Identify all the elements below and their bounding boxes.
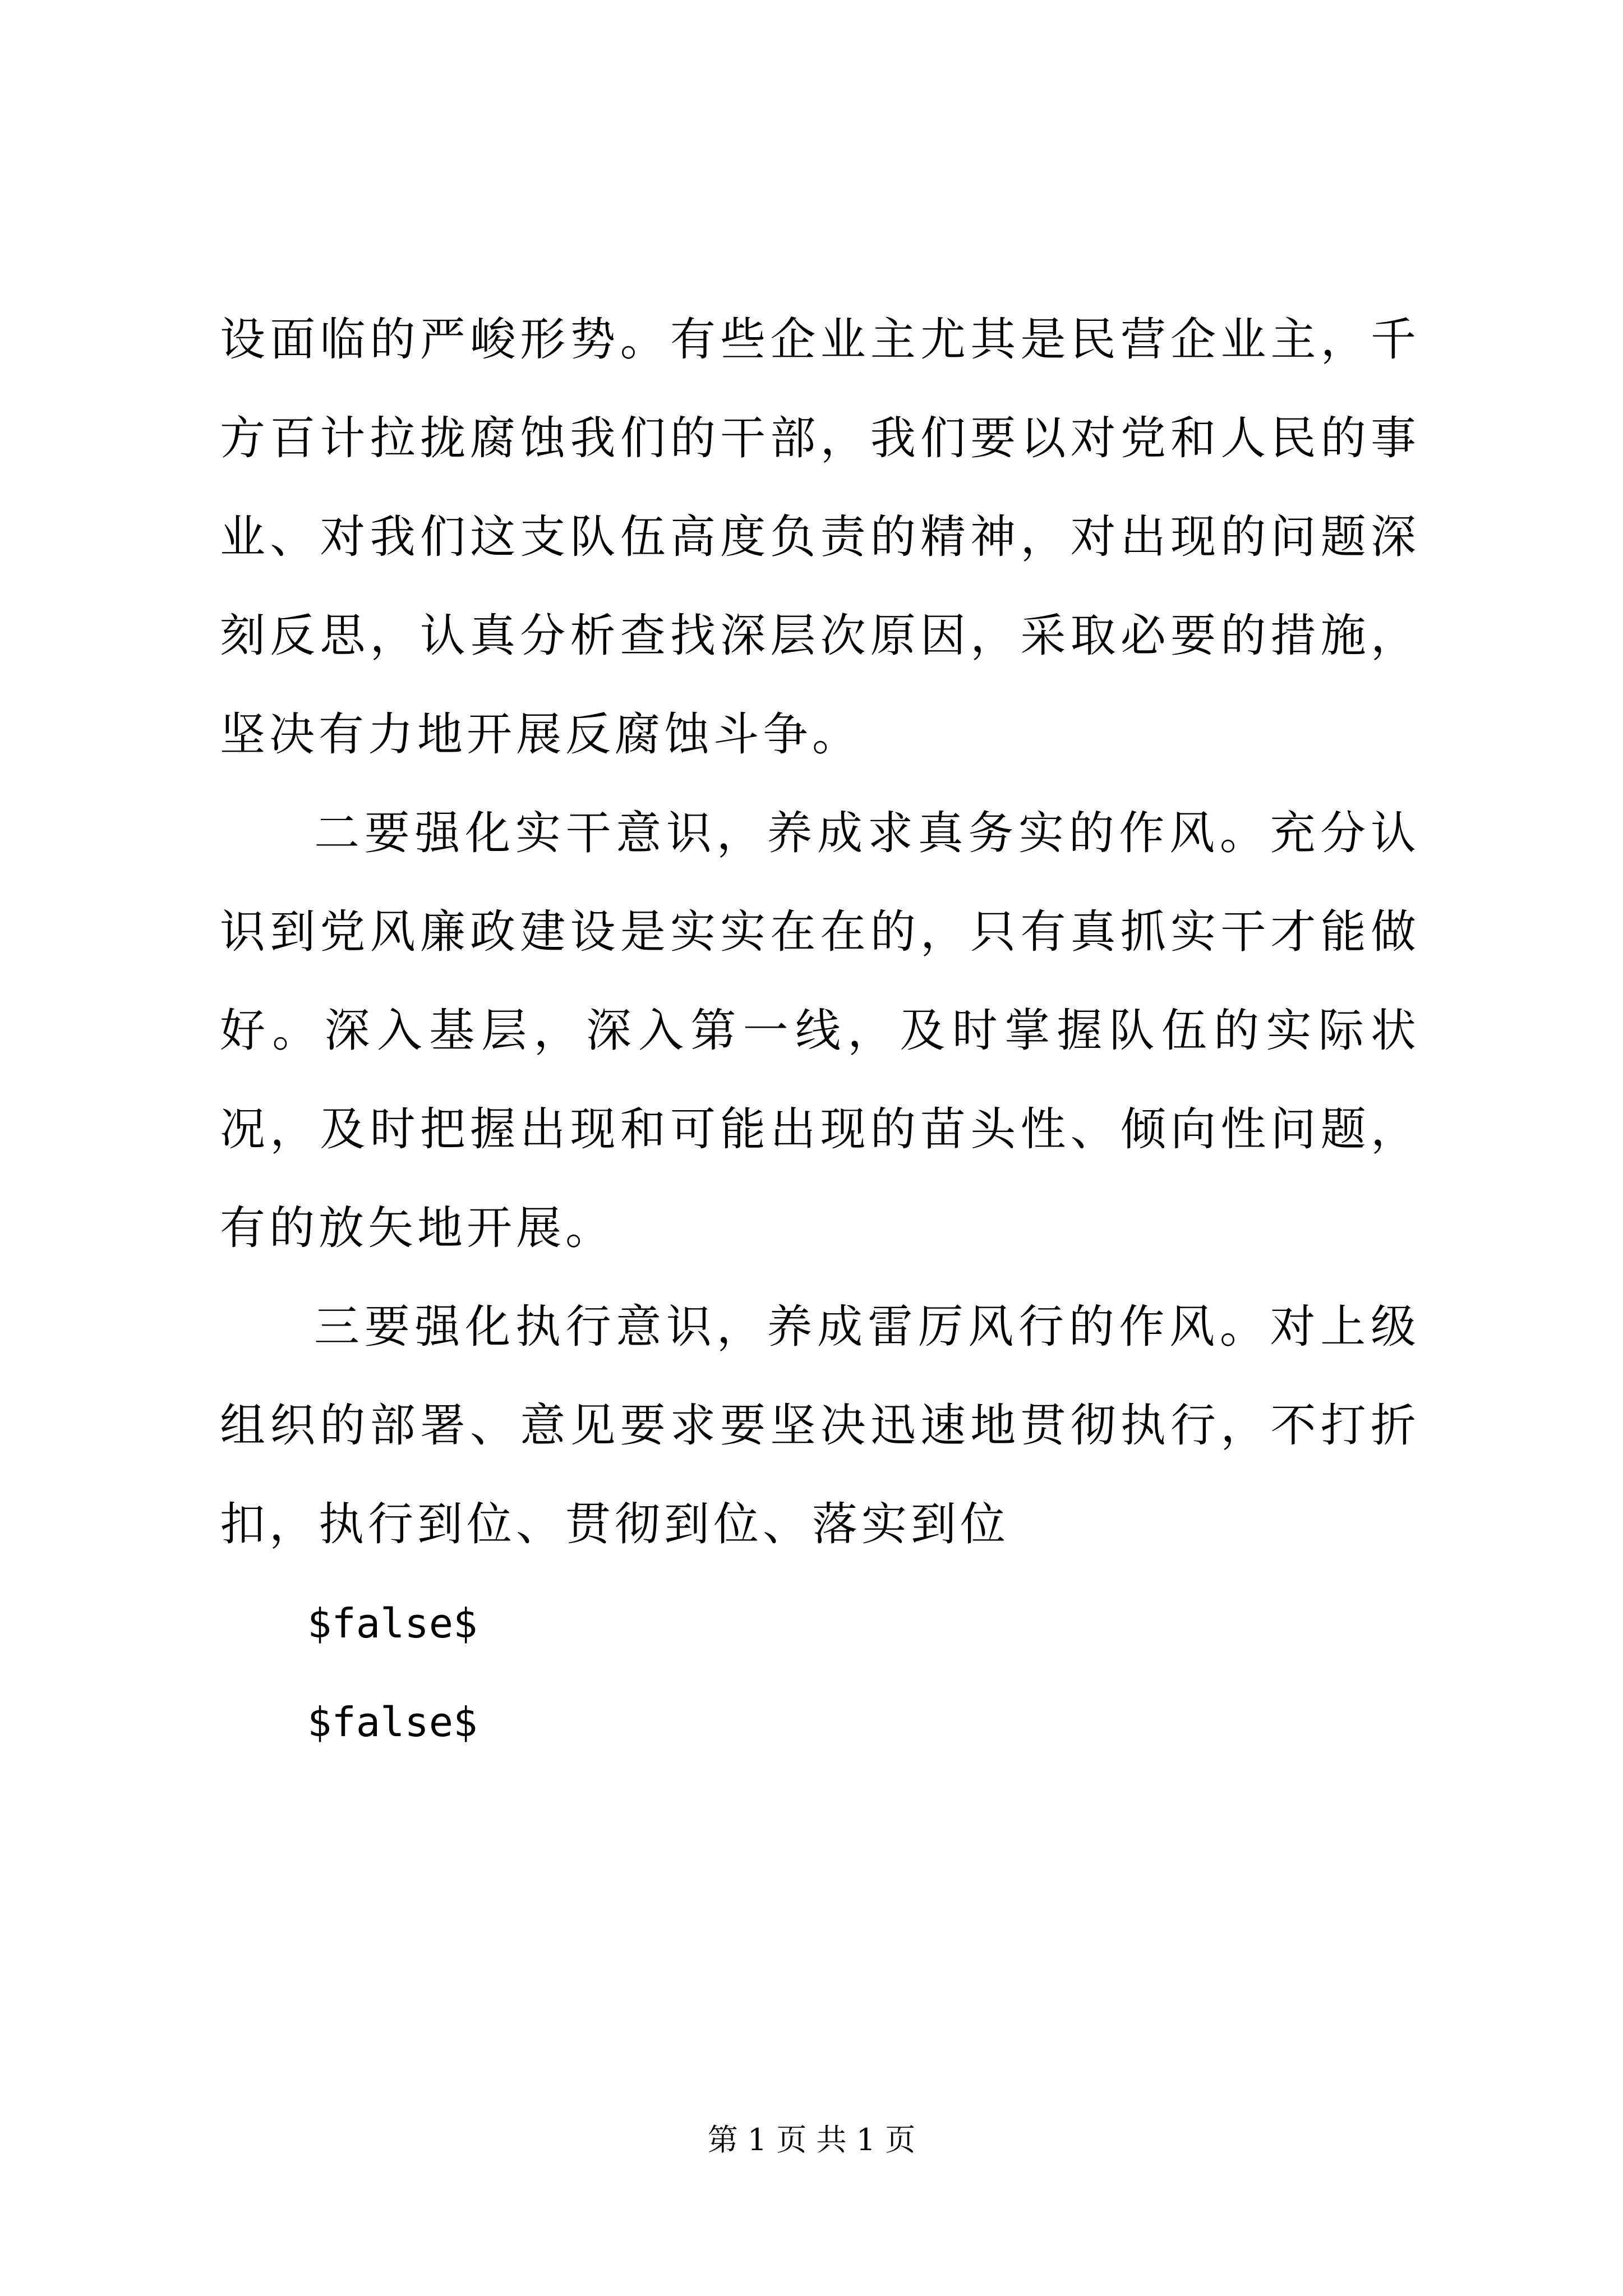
paragraph-1: 设面临的严峻形势。有些企业主尤其是民营企业主，千方百计拉拢腐蚀我们的干部，我们要以对党和人民的事业、对我们这支队伍高度负责的精神，对出现的问题深刻反思，认真分析查找深层次原因，采取必要的措施，坚决有力地开展反腐蚀斗争。 — [220, 314, 1420, 761]
document-body — [220, 291, 1420, 1772]
placeholder-line-1: $false$ — [307, 1600, 478, 1647]
placeholder-line-2: $false$ — [307, 1699, 478, 1746]
paragraph-3: 三要强化执行意识，养成雷厉风行的作风。对上级组织的部署、意见要求要坚决迅速地贯彻执行，不打折扣，执行到位、贯彻到位、落实到位 — [220, 1301, 1420, 1551]
page-footer: 第 1 页 共 1 页 — [707, 2122, 916, 2157]
paragraph-2: 二要强化实干意识，养成求真务实的作风。充分认识到党风廉政建设是实实在在的，只有真抓实干才能做好。深入基层，深入第一线，及时掌握队伍的实际状况，及时把握出现和可能出现的苗头性、倾向性问题，有的放矢地开展。 — [220, 807, 1420, 1255]
